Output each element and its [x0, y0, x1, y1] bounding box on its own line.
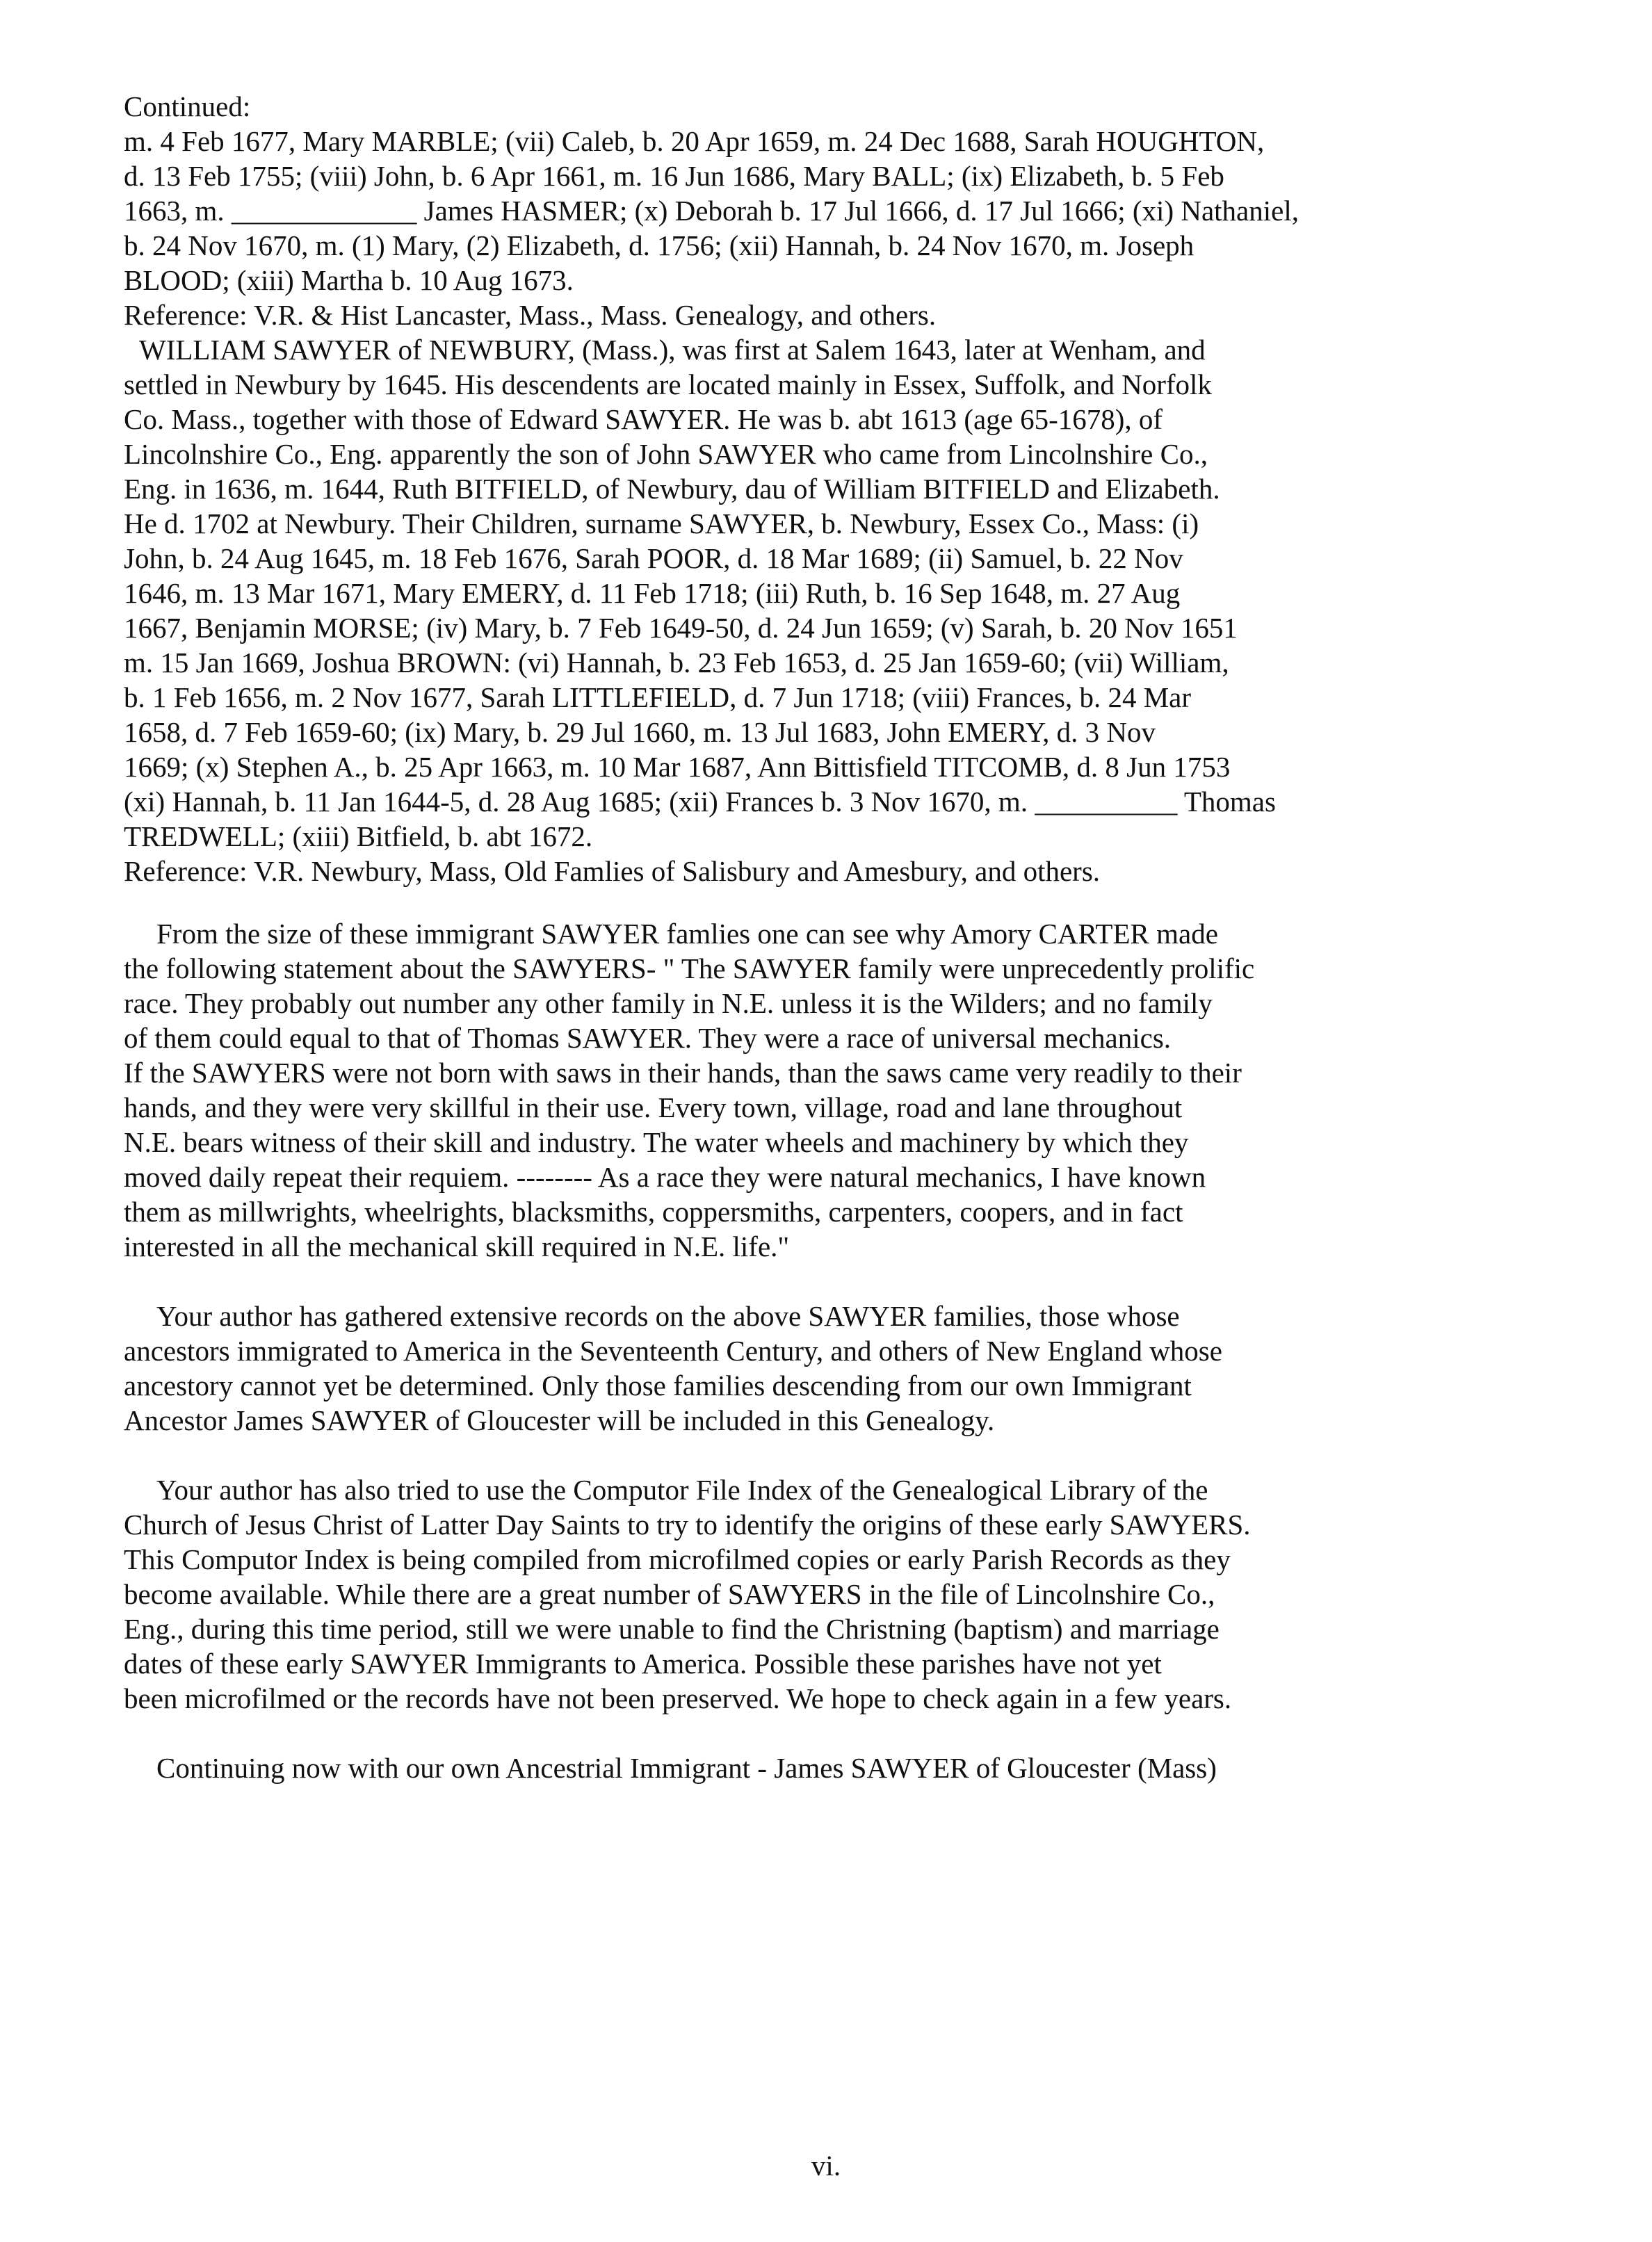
- text-line: race. They probably out number any other family in N.E. unless it is the Wilders; and no family: [124, 987, 1213, 1019]
- text-line: b. 1 Feb 1656, m. 2 Nov 1677, Sarah LITTLEFIELD, d. 7 Jun 1718; (viii) Frances, b. 24 Mar: [124, 681, 1192, 713]
- text-line: settled in Newbury by 1645. His descendents are located mainly in Essex, Suffolk, and Norfolk: [124, 368, 1212, 400]
- text-line: d. 13 Feb 1755; (viii) John, b. 6 Apr 1661, m. 16 Jun 1686, Mary BALL; (ix) Elizabeth, b. 5 Feb: [124, 160, 1224, 192]
- text-line: BLOOD; (xiii) Martha b. 10 Aug 1673.: [124, 264, 574, 296]
- text-line: interested in all the mechanical skill required in N.E. life.": [124, 1230, 790, 1262]
- text-line: m. 15 Jan 1669, Joshua BROWN: (vi) Hannah, b. 23 Feb 1653, d. 25 Jan 1659-60; (vii) William,: [124, 647, 1229, 679]
- text-line: 1667, Benjamin MORSE; (iv) Mary, b. 7 Feb 1649-50, d. 24 Jun 1659; (v) Sarah, b. 20 Nov 1651: [124, 612, 1238, 644]
- text-line: 1669; (x) Stephen A., b. 25 Apr 1663, m. 10 Mar 1687, Ann Bittisfield TITCOMB, d. 8 Jun 1753: [124, 751, 1231, 783]
- text-line: If the SAWYERS were not born with saws in their hands, than the saws came very readily to their: [124, 1057, 1242, 1089]
- text-line: Your author has gathered extensive records on the above SAWYER families, those whose: [156, 1300, 1180, 1332]
- text-line: m. 4 Feb 1677, Mary MARBLE; (vii) Caleb, b. 20 Apr 1659, m. 24 Dec 1688, Sarah HOUGHTON,: [124, 125, 1265, 157]
- text-line: Continued:: [124, 90, 251, 122]
- text-line: become available. While there are a great number of SAWYERS in the file of Lincolnshire Co.,: [124, 1578, 1215, 1610]
- text-line: Co. Mass., together with those of Edward SAWYER. He was b. abt 1613 (age 65-1678), of: [124, 403, 1163, 435]
- text-line: Lincolnshire Co., Eng. apparently the son of John SAWYER who came from Lincolnshire Co.,: [124, 438, 1208, 470]
- text-line: of them could equal to that of Thomas SAWYER. They were a race of universal mechanics.: [124, 1022, 1172, 1054]
- text-line: been microfilmed or the records have not been preserved. We hope to check again in a few years.: [124, 1682, 1232, 1714]
- text-line: hands, and they were very skillful in their use. Every town, village, road and lane throughout: [124, 1091, 1183, 1123]
- text-line: moved daily repeat their requiem. -------- As a race they were natural mechanics, I have known: [124, 1161, 1206, 1193]
- page-number: vi.: [811, 2150, 841, 2182]
- text-line: TREDWELL; (xiii) Bitfield, b. abt 1672.: [124, 820, 593, 852]
- text-line: Church of Jesus Christ of Latter Day Saints to try to identify the origins of these early SAWYERS.: [124, 1509, 1251, 1541]
- text-line: He d. 1702 at Newbury. Their Children, surname SAWYER, b. Newbury, Essex Co., Mass: (i): [124, 507, 1199, 539]
- text-line: 1663, m. _____________ James HASMER; (x) Deborah b. 17 Jul 1666, d. 17 Jul 1666; (xi) Nathaniel,: [124, 195, 1299, 227]
- text-line: ancestors immigrated to America in the Seventeenth Century, and others of New England whose: [124, 1335, 1222, 1367]
- text-line: WILLIAM SAWYER of NEWBURY, (Mass.), was first at Salem 1643, later at Wenham, and: [139, 334, 1206, 366]
- text-line: them as millwrights, wheelrights, blacksmiths, coppersmiths, carpenters, coopers, and in fact: [124, 1196, 1183, 1228]
- text-line: This Computor Index is being compiled from microfilmed copies or early Parish Records as they: [124, 1543, 1231, 1575]
- text-line: 1646, m. 13 Mar 1671, Mary EMERY, d. 11 Feb 1718; (iii) Ruth, b. 16 Sep 1648, m. 27 Aug: [124, 577, 1181, 609]
- text-line: Eng. in 1636, m. 1644, Ruth BITFIELD, of Newbury, dau of William BITFIELD and Elizabeth.: [124, 473, 1220, 505]
- text-line: 1658, d. 7 Feb 1659-60; (ix) Mary, b. 29 Jul 1660, m. 13 Jul 1683, John EMERY, d. 3 Nov: [124, 716, 1156, 748]
- text-line: From the size of these immigrant SAWYER famlies one can see why Amory CARTER made: [156, 918, 1218, 950]
- text-line: the following statement about the SAWYERS- " The SAWYER family were unprecedently prolific: [124, 952, 1255, 984]
- text-line: N.E. bears witness of their skill and industry. The water wheels and machinery by which they: [124, 1126, 1189, 1158]
- text-line: Eng., during this time period, still we were unable to find the Christning (baptism) and marriage: [124, 1613, 1220, 1645]
- reference-line: Reference: V.R. Newbury, Mass, Old Famlies of Salisbury and Amesbury, and others.: [124, 855, 1101, 887]
- text-line: Continuing now with our own Ancestrial Immigrant - James SAWYER of Gloucester (Mass): [156, 1752, 1217, 1784]
- text-line: dates of these early SAWYER Immigrants to America. Possible these parishes have not yet: [124, 1648, 1162, 1680]
- reference-line: Reference: V.R. & Hist Lancaster, Mass., Mass. Genealogy, and others.: [124, 299, 937, 331]
- text-line: ancestory cannot yet be determined. Only those families descending from our own Immigrant: [124, 1370, 1192, 1402]
- text-line: Your author has also tried to use the Computor File Index of the Genealogical Library of the: [156, 1474, 1208, 1506]
- text-line: John, b. 24 Aug 1645, m. 18 Feb 1676, Sarah POOR, d. 18 Mar 1689; (ii) Samuel, b. 22 Nov: [124, 542, 1183, 574]
- text-line: Ancestor James SAWYER of Gloucester will be included in this Genealogy.: [124, 1404, 995, 1436]
- text-line: b. 24 Nov 1670, m. (1) Mary, (2) Elizabeth, d. 1756; (xii) Hannah, b. 24 Nov 1670, m. Joseph: [124, 229, 1195, 261]
- text-line: (xi) Hannah, b. 11 Jan 1644-5, d. 28 Aug 1685; (xii) Frances b. 3 Nov 1670, m. __________ Thomas: [124, 786, 1276, 818]
